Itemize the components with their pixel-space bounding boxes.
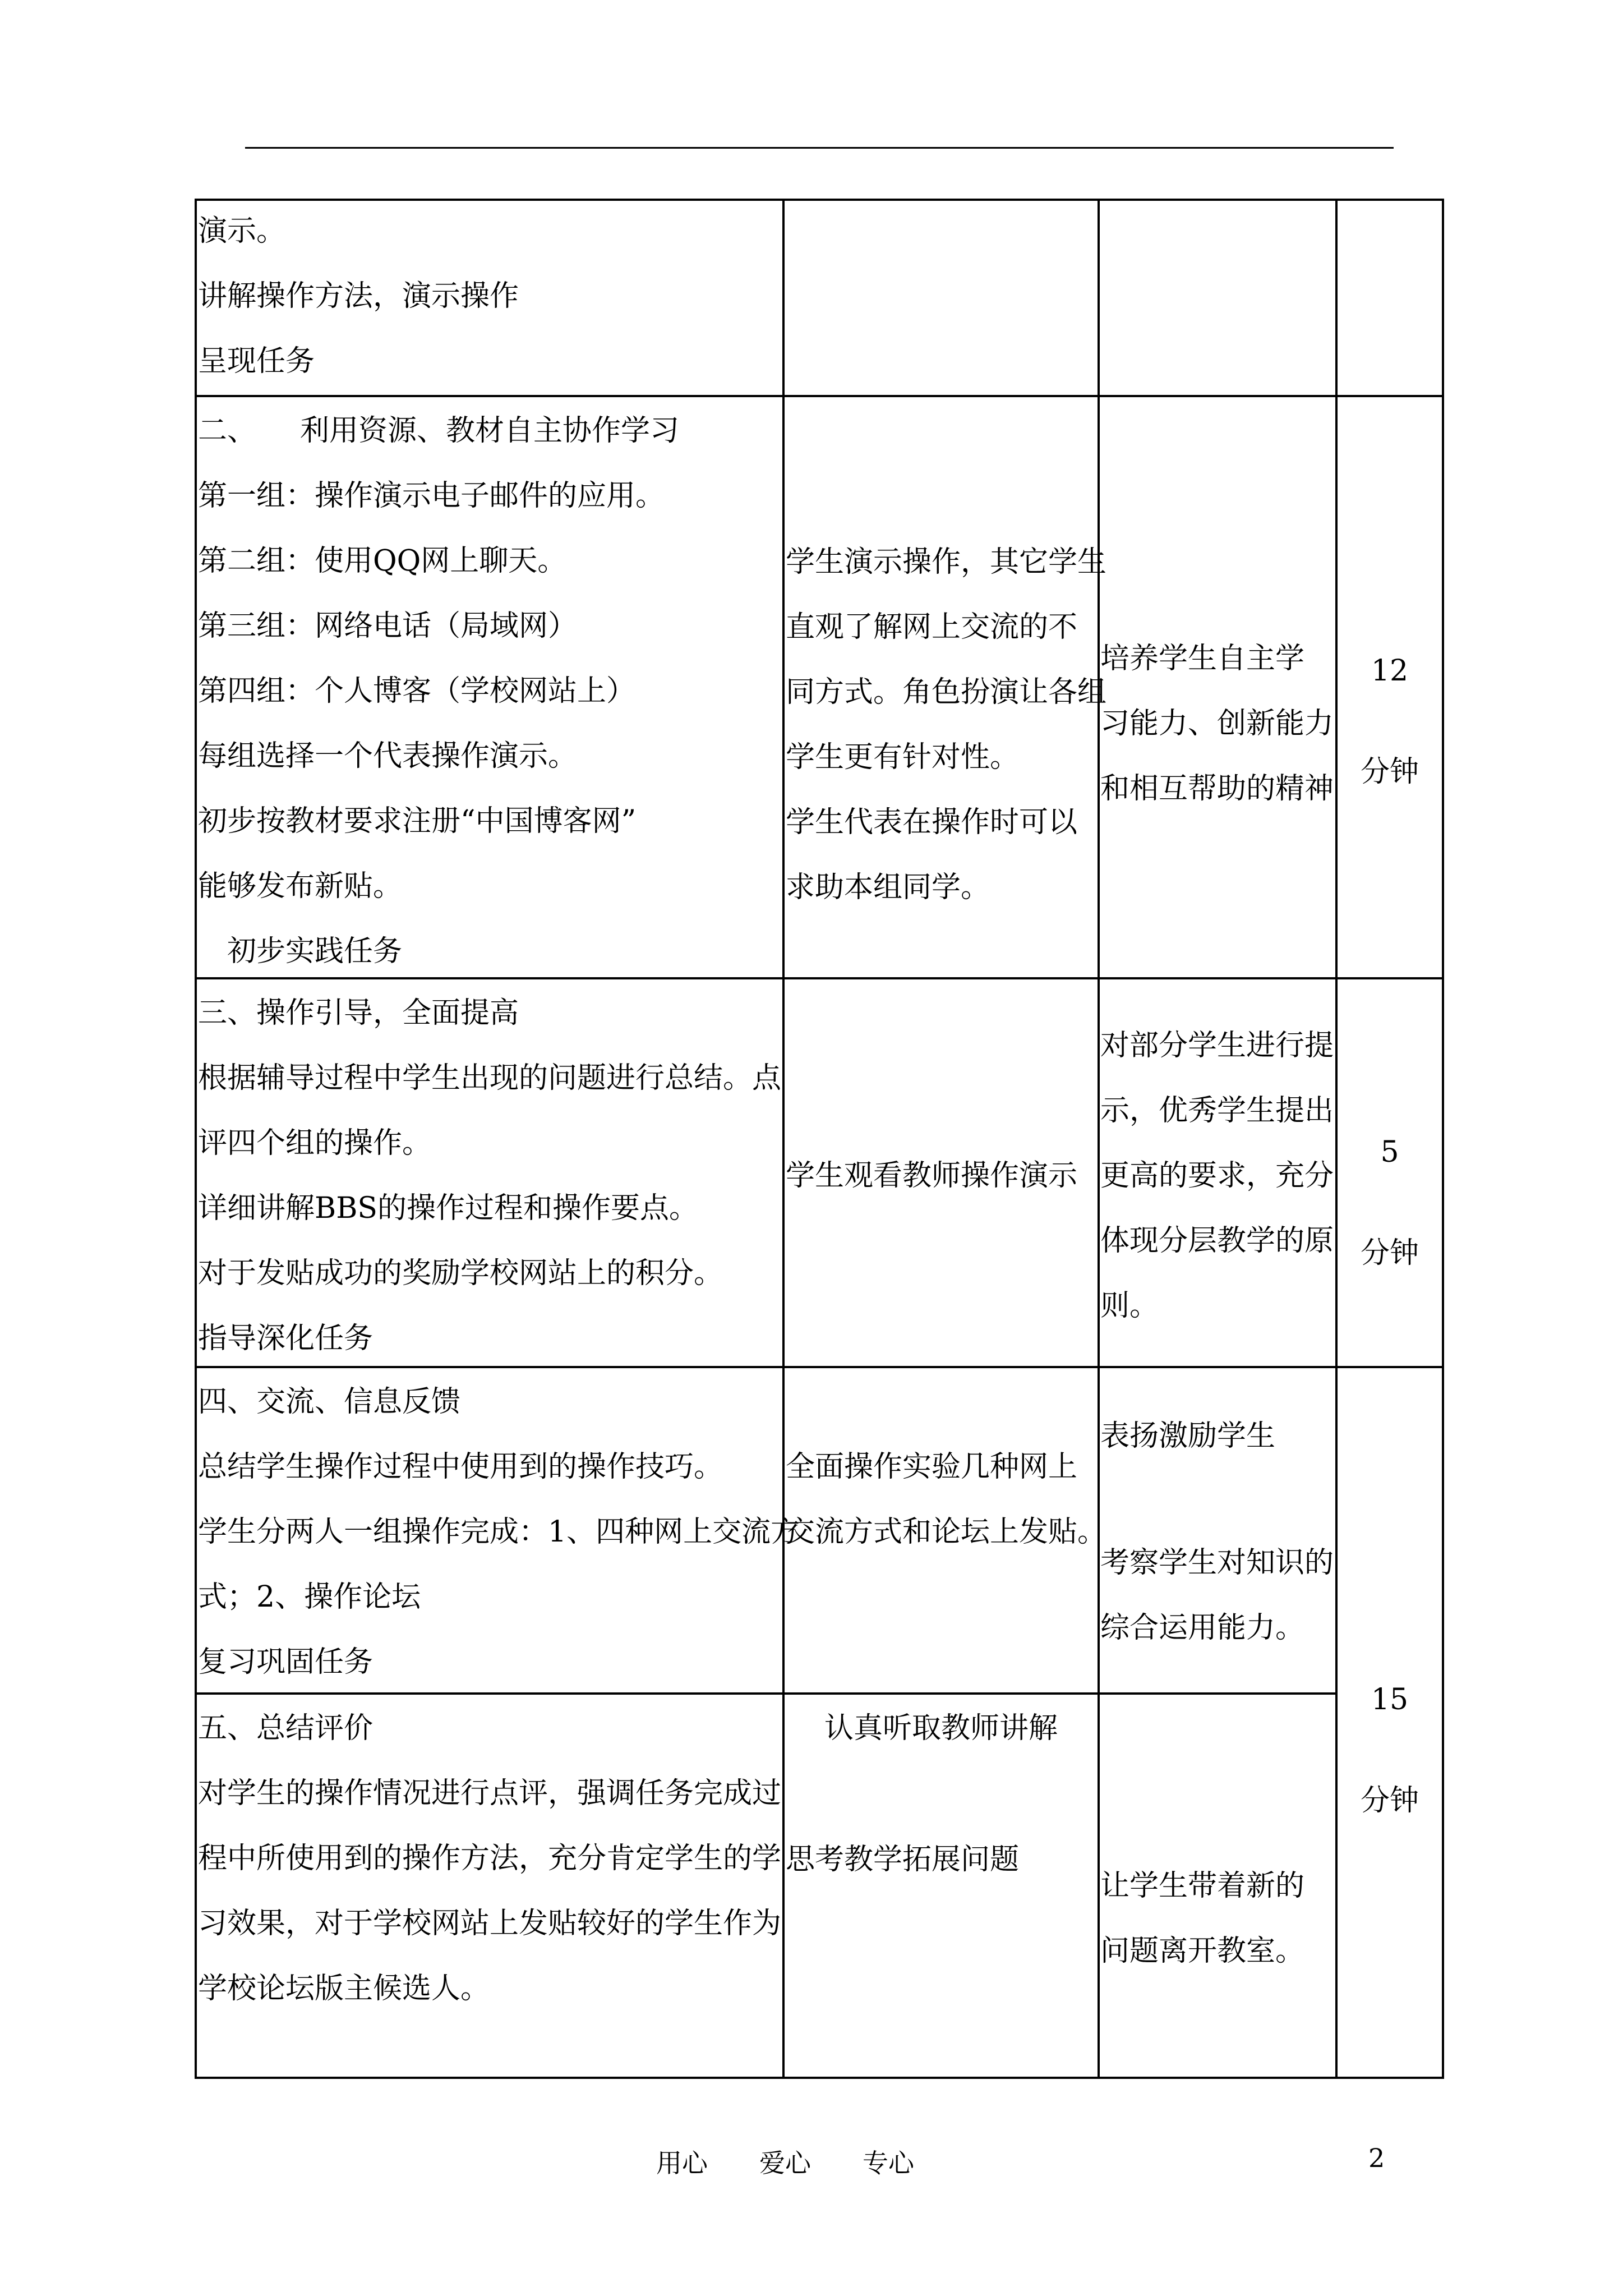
time-unit: 分钟	[1360, 1236, 1419, 1270]
text-line: 式；2、操作论坛	[198, 1580, 421, 1614]
header-rule	[245, 147, 1394, 149]
row3-student	[786, 1143, 1077, 1208]
row1-activity	[198, 199, 519, 394]
text-line: 学生观看教师操作演示	[786, 1159, 1078, 1193]
text-line: 直观了解网上交流的不	[786, 610, 1078, 644]
row4-student	[786, 1434, 1106, 1565]
text-line: 学生代表在操作时可以	[786, 806, 1078, 839]
text-line: 同方式。角色扮演让各组	[786, 675, 1107, 709]
text-line: 交流方式和论坛上发贴。	[786, 1515, 1107, 1549]
text-line: 初步实践任务	[198, 935, 403, 968]
table-border-left	[195, 199, 197, 2079]
text-line: 让学生带着新的	[1100, 1869, 1305, 1903]
text-line: 根据辅导过程中学生出现的问题进行总结。点	[198, 1061, 782, 1095]
text-line: 则。	[1100, 1289, 1159, 1323]
text-line: 讲解操作方法，演示操作	[198, 279, 519, 313]
text-line: 三、操作引导，全面提高	[198, 996, 519, 1030]
text-line: 演示。	[198, 214, 286, 248]
text-line: 四、交流、信息反馈	[198, 1385, 461, 1419]
row5-student-listen	[785, 1696, 1098, 1761]
text-line: 每组选择一个代表操作演示。	[198, 739, 578, 773]
text-line: 第一组：操作演示电子邮件的应用。	[198, 479, 665, 513]
row3-time	[1338, 1102, 1442, 1304]
text-line: 表扬激励学生	[1100, 1419, 1276, 1453]
text-line: 习能力、创新能力	[1100, 707, 1334, 740]
text-line: 学生分两人一组操作完成：1、四种网上交流方	[198, 1515, 800, 1549]
column-divider	[782, 199, 785, 2079]
row3-activity	[198, 981, 781, 1371]
text-line: 详细讲解BBS的操作过程和操作要点。	[198, 1191, 699, 1225]
row5-intent	[1100, 1853, 1304, 1984]
row2-time	[1338, 620, 1442, 822]
time-minutes: 12	[1371, 654, 1409, 688]
text-line: 呈现任务	[198, 344, 315, 378]
row2-intent	[1100, 626, 1334, 821]
row2-student	[786, 530, 1106, 920]
time-unit: 分钟	[1360, 755, 1419, 789]
text-line: 程中所使用到的操作方法，充分肯定学生的学	[198, 1842, 782, 1875]
row3-intent	[1100, 1013, 1334, 1338]
text-line: 学生更有针对性。	[786, 740, 1020, 774]
column-divider	[1098, 199, 1100, 2079]
text-line: 对部分学生进行提	[1100, 1029, 1334, 1062]
text-line: 学生演示操作，其它学生	[786, 545, 1107, 579]
text-line: 全面操作实验几种网上	[786, 1450, 1078, 1484]
text-line: 综合运用能力。	[1100, 1611, 1305, 1645]
text-line: 五、总结评价	[198, 1711, 374, 1745]
text-line: 学校论坛版主候选人。	[198, 1972, 490, 2005]
text-line: 复习巩固任务	[198, 1645, 374, 1679]
footer-motto: 用心 爱心 专心	[656, 2148, 914, 2178]
row5-activity	[198, 1696, 781, 2021]
page-number: 2	[1368, 2143, 1385, 2173]
time-minutes: 5	[1380, 1135, 1399, 1169]
text-line: 培养学生自主学	[1100, 642, 1305, 675]
text-line: 初步按教材要求注册“中国博客网”	[198, 804, 637, 838]
text-line: 指导深化任务	[198, 1322, 374, 1355]
time-minutes: 15	[1371, 1683, 1409, 1717]
table-border-right	[1442, 199, 1444, 2079]
lesson-plan-table	[195, 199, 1444, 2079]
text-line: 第四组：个人博客（学校网站上）	[198, 674, 636, 708]
text-line: 思考教学拓展问题	[786, 1843, 1020, 1876]
row4-intent-praise	[1100, 1404, 1275, 1469]
text-line: 问题离开教室。	[1100, 1934, 1305, 1968]
table-border-bottom	[195, 2077, 1444, 2079]
row4-activity	[198, 1369, 800, 1695]
row5-student-think	[786, 1827, 1019, 1892]
text-line: 体现分层教学的原	[1100, 1224, 1334, 1258]
text-line: 评四个组的操作。	[198, 1126, 432, 1160]
text-line: 第三组：网络电话（局域网）	[198, 609, 578, 643]
text-line: 示，优秀学生提出	[1100, 1094, 1334, 1128]
text-line: 二、 利用资源、教材自主协作学习	[198, 414, 680, 448]
text-line: 第二组：使用QQ网上聊天。	[198, 544, 567, 578]
text-line: 能够发布新贴。	[198, 869, 403, 903]
text-line: 考察学生对知识的	[1100, 1546, 1334, 1580]
text-line: 对于发贴成功的奖励学校网站上的积分。	[198, 1257, 723, 1290]
text-line: 求助本组同学。	[786, 871, 990, 904]
text-line: 总结学生操作过程中使用到的操作技巧。	[198, 1450, 723, 1484]
text-line: 对学生的操作情况进行点评，强调任务完成过	[198, 1777, 782, 1810]
text-line: 认真听取教师讲解	[824, 1711, 1058, 1745]
text-line: 和相互帮助的精神	[1100, 772, 1334, 806]
row-divider	[195, 395, 1444, 397]
time-unit: 分钟	[1360, 1784, 1419, 1818]
merged-time	[1338, 1649, 1442, 1851]
row2-activity	[198, 398, 679, 984]
text-line: 更高的要求，充分	[1100, 1159, 1334, 1193]
row4-intent-assess	[1100, 1530, 1334, 1660]
text-line: 习效果，对于学校网站上发贴较好的学生作为	[198, 1907, 782, 1940]
